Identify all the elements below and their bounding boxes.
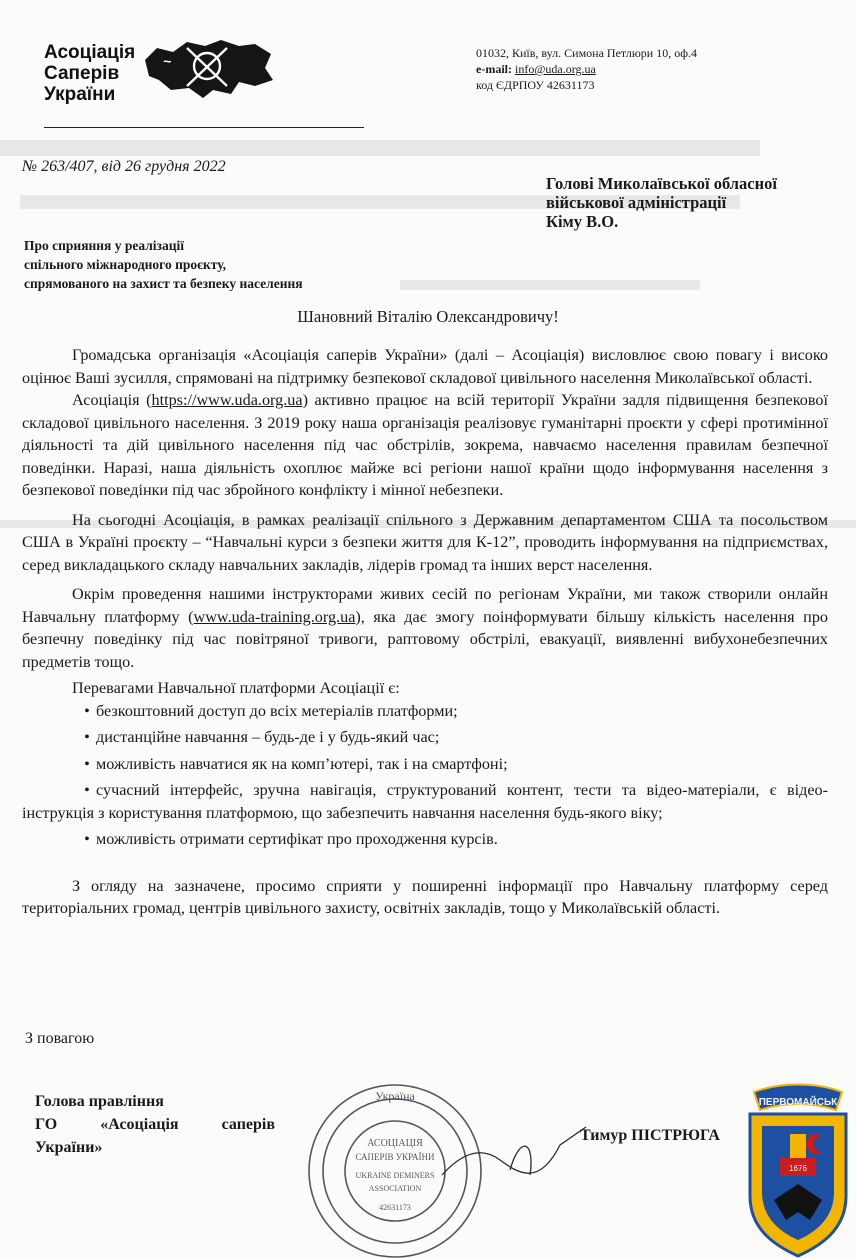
header-divider [44, 127, 364, 128]
signatory-title-line3: України» [35, 1139, 103, 1156]
paragraph-5: З огляду на зазначене, просимо сприяти у поширенні інформації про Навчальну платформу серед територіальних громад, центрів цивільного захисту, освітніх закладів, тощо у Миколаївській області. [22, 876, 828, 917]
letter-body [22, 344, 828, 920]
closing: З повагою [25, 1030, 95, 1047]
subject-line3: спрямованого на захист та безпеку населення [24, 276, 303, 291]
bullet-icon: • [84, 830, 90, 848]
bullet-icon: • [84, 754, 90, 773]
paragraph-3: На сьогодні Асоціація, в рамках реалізації спільного з Державним департаментом США та посольством США в Україні проєкту – “Навчальні курси з безпеки життя для К-12”, проводить інформування на підприємствах, серед викладацького складу навчальних закладів, лідерів громад та інших верст населення. [22, 510, 828, 574]
signatory-title-line1: Голова правління [35, 1093, 164, 1110]
recipient-block [546, 174, 777, 231]
email-link[interactable]: info@uda.org.ua [514, 62, 596, 76]
paragraph-2-start: Асоціація ( [72, 391, 152, 409]
paragraph-4 [22, 583, 828, 673]
stamp-top-text: Україна [375, 1089, 415, 1103]
emblem-year: 1676 [789, 1164, 807, 1173]
recipient-line1: Голові Миколаївської обласної [546, 174, 777, 193]
stamp-center4: ASSOCIATION [368, 1184, 422, 1193]
paragraph-1: Громадська організація «Асоціація саперів України» (далі – Асоціація) висловлює свою повагу і високо оцінює Ваші зусилля, спрямовані на підтримку безпекової складової цивільного населення Миколаївської області. [22, 346, 828, 387]
stamp-center2: САПЕРІВ УКРАЇНИ [355, 1152, 435, 1162]
signatory-title-line2: ГО «Асоціація саперів [35, 1116, 275, 1133]
signatory-name: Тимур ПІСТРЮГА [580, 1127, 720, 1144]
ukraine-map-logo-icon [143, 36, 275, 102]
training-platform-link[interactable]: www.uda-training.org.ua [193, 607, 356, 626]
org-logo-text [44, 42, 135, 105]
recipient-line2: військової адміністрації [546, 193, 727, 212]
pervomaisk-emblem-icon [740, 1080, 856, 1258]
paragraph-2 [22, 389, 828, 502]
subject-line2: спільного міжнародного проєкту, [24, 257, 226, 272]
advantages-list [78, 700, 828, 776]
email-label: e-mail: [476, 62, 512, 76]
list-item: • дистанційне навчання – будь-де і у будь-який час; [78, 726, 828, 749]
subject-line1: Про сприяння у реалізації [24, 238, 185, 253]
document-reference: № 263/407, від 26 грудня 2022 [22, 158, 226, 175]
advantages-intro: Перевагами Навчальної платформи Асоціації є: [72, 679, 400, 697]
org-edrpou: код ЄДРПОУ 42631173 [476, 78, 595, 92]
bullet-icon: • [84, 728, 90, 746]
list-item: • безкоштовний доступ до всіх метеріалів платформи; [78, 700, 828, 723]
emblem-label: ПЕРВОМАЙСЬК [758, 1097, 838, 1108]
handwritten-signature [440, 1115, 590, 1195]
subject-block [24, 236, 303, 293]
svg-text:~: ~ [163, 53, 172, 69]
org-contact-block [476, 45, 697, 93]
paragraph-4-end: ), яка дає змогу поінформувати більшу кількість населення про безпечну поведінку під час повітряної тривоги, раптовому обстрілі, евакуації, виявленні вибухонебезпечних предметів тощо. [22, 607, 829, 671]
stamp-center3: UKRAINE DEMINERS [355, 1171, 435, 1180]
salutation: Шановний Віталію Олександровичу! [297, 307, 559, 326]
org-name-line3: України [44, 84, 116, 105]
list-item: • сучасний інтерфейс, зручна навігація, структурований контент, тести та відео-матеріали, є відео-інструкція з користування платформою, що забезпечить навчання населення будь-якого віку; [22, 781, 828, 822]
bullet-icon: • [84, 781, 90, 799]
list-item: • можливість навчатися як на комп’ютері, так і на смартфоні; [78, 753, 828, 776]
bullet-icon: • [84, 701, 90, 720]
website-link[interactable]: https://www.uda.org.ua [151, 391, 303, 409]
stamp-code: 42631173 [379, 1203, 411, 1212]
list-item: • можливість отримати сертифікат про проходження курсів. [22, 828, 828, 851]
paragraph-2-end: ) активно працює на всій території України задля підвищення безпекової складової цивільного населення. З 2019 року наша організація реалізовує гуманітарні проєкти у сфері протимінної діяльності та дій цивільного населення під час обстрілів, зокрема, навчаємо населення правилам безпечної поведінки. Наразі, наша діяльність охоплює майже всі регіони нашої країни щодо інформування населення з безпекової поведінки під час збройного конфлікту і мінної небезпеки. [22, 391, 828, 499]
org-name-line2: Саперів [44, 63, 120, 84]
signatory-title [35, 1090, 275, 1159]
org-email-row [476, 61, 697, 77]
paragraph-4-start: Окрім проведення нашими інструкторами живих сесій по регіонам України, ми також створили онлайн Навчальну платформу ( [22, 585, 828, 626]
recipient-line3: Кіму В.О. [546, 212, 619, 231]
stamp-center1: АСОЦІАЦІЯ [367, 1138, 423, 1149]
org-name-line1: Асоціація [44, 42, 136, 63]
org-address: 01032, Київ, вул. Симона Петлюри 10, оф.4 [476, 46, 697, 60]
